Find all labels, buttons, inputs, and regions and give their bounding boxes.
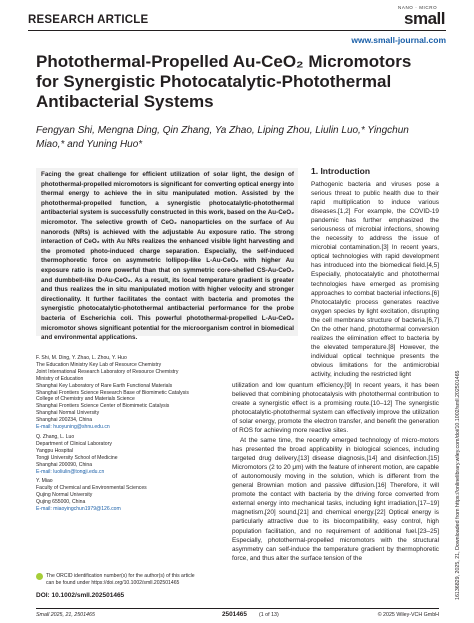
email-link[interactable]: E-mail: huoyuning@shnu.edu.cn [36,424,110,431]
affiliation-line: Yangpu Hospital [36,447,74,454]
intro-column [311,180,439,379]
intro-continued [232,381,439,563]
orcid-icon[interactable] [36,573,43,580]
journal-logo[interactable]: small [404,9,445,28]
affiliation-line: Joint International Research Laboratory of Resource Chemistry [36,368,179,375]
author-list: Fengyan Shi, Mengna Ding, Qin Zhang, Ya Zhao, Liping Zhou, Liulin Luo,* Yingchun Miao,* and Yuning Huo* [36,125,409,150]
journal-url-link[interactable]: www.small-journal.com [351,35,446,45]
download-side-label: 16136829, 2025, 21, Downloaded from https://onlinelibrary.wiley.com/doi/10.1002/smll.202501465 [455,370,461,600]
affiliation-line: Shanghai Frontiers Science Center of Biomimetic Catalysis [36,403,170,410]
footer-article-number: 2501465 [222,611,247,618]
affiliation-line: Shanghai 200090, China [36,461,93,468]
orcid-link[interactable]: can be found under https://doi.org/10.1002/smll.202501465 [46,579,180,586]
intro-paragraph: Pathogenic bacteria and viruses pose a serious threat to public health due to their rapid multiplication to induce various diseases.[1,2] For example, the COVID-19 pandemic has further emphasized the seriousness of microbial infections, showing the necessity to address the issue of microbial contamination.[3] In recent years, optical technologies with rapid development has introduced into the biomedical field.[4,5] Especially, photocatalytic and photothermal technologies have emerged as promising approaches to combat bacterial infections.[6] Photocatalytic process generates reactive oxygen species by light excitation, disrupting the cell membrane structure of bacteria.[6,7] On the other hand, photothermal conversion realizes the elimination effect to bacteria by the elevated temperature.[8] However, the individual optical technique presents the obvious limitations for the antimicrobial activity, including the restricted light [311,181,439,378]
affiliation-line: The Education Ministry Key Lab of Resource Chemistry [36,361,162,368]
affiliation-line: Y. Miao [36,478,53,485]
affiliation-line: Department of Clinical Laboratory [36,440,112,447]
footer-rule [36,608,439,609]
affiliation-line: Ministry of Education [36,375,84,382]
article-title: Photothermal-Propelled Au-CeO₂ Micromotors for Synergistic Photocatalytic-Photothermal Antibacterial Systems [36,52,412,111]
affiliation-line: Shanghai Normal University [36,410,100,417]
intro-paragraph: At the same time, the recently emerged technology of micro-motors has presented the broad applicability in biological sciences, including targeted drug delivery,[13] disease diagnosis,[14] and disinfection.[15] Micromotors (2 to 20 μm) with the feature of inherent motion, are capable of autonomously moving in the solution, which is different from the general Brownian motion and passive diffusion.[16] Therefore, it will promote the contact with bacteria by the driving force converted from external energy into mechanical tasks, including light irradiation,[17–19] magnetism,[20] sound,[21] and chemical energy.[22] Optical energy is particularly attractive due to its biocompatibility, easy control, high population facilitation, and no requirement of additional fuel.[23–25] Especially, photothermal-propelled micromotors with the structural asymmetry can self-induce the temperature gradient by thermophoretic force, and thus alter the surface tension of the [232,436,439,562]
footer-copyright: © 2025 Wiley-VCH GmbH [377,612,439,618]
affiliation-line: Qujing 655000, China [36,499,86,506]
email-link[interactable]: E-mail: luoliulin@tongji.edu.cn [36,468,105,475]
footer-page-count: (1 of 13) [259,612,279,618]
affiliation-line: Shanghai Frontiers Science Research Base of Biomimetic Catalysis [36,389,189,396]
abstract-text: Facing the great challenge for efficient utilization of solar light, the design of photothermal-propelled micromotors is significant for converting optical energy into thermal energy to achieve the in situ manipulated motion. Assisted by the photothermal-propelled function, a synergistic photocatalytic-photothermal antibacterial system is successfully constructed in this work, based on the Au-CeO₂ micromotor. The selective growth of CeO₂ nanoparticles on the surface of Au nanorods (NRs) is achieved with the adjustable Au exposure ratio. The strong interaction of CeO₂ with Au NRs realizes the enhanced visible light harvesting and the promoted photo-induced charge separation. Especially, the self-induced thermophoretic force on asymmetric lollipop-like L-Au-CeO₂ with higher Au exposure ratio is more powerful than that on symmetric core-shelled CS-Au-CeO₂ and dumbbell-like D-Au-CeO₂. As a result, its local temperature gradient is greater and thus realizes the in situ manipulated motion with higher velocity and stronger directionality. It further facilitates the contact with bacteria and promotes the synergistic photocatalytic-photothermal antibacterial performance for the probe bacteria of Escherichia coli. This powerful photothermal-propelled L-Au-CeO₂ micromotor shows significant potential for the microorganism control in biomedical and environmental applications. [41,171,294,342]
doi-link[interactable]: DOI: 10.1002/smll.202501465 [36,592,125,599]
footer-citation: Small 2025, 21, 2501465 [36,612,95,618]
affiliation-line: Q. Zhang, L. Luo [36,433,75,440]
affiliation-line: Shanghai 200234, China [36,417,93,424]
affiliation-line: College of Chemistry and Materials Science [36,396,135,403]
article-type-label: RESEARCH ARTICLE [28,14,149,26]
affiliation-line: Shanghai Key Laboratory of Rare Earth Functional Materials [36,382,173,389]
orcid-line: The ORCID identification number(s) for the author(s) of this article [46,573,195,579]
intro-paragraph: utilization and low quantum efficiency.[9] In recent years, it has been believed that combining photocatalysis with photothermal contribution to create a synergistic effect is a promising route.[10–12] The synergistic photocatalytic-photothermal system can effectively improve the utilization of solar energy, promote the electron transfer, and benefit the generation of ROS for achieving more reactive sites. [232,382,439,435]
affiliation-line: Qujing Normal University [36,492,93,499]
journal-logo-tagline: NANO · MICRO [398,5,438,10]
affiliation-line: Tongji University School of Medicine [36,454,118,461]
affiliation-line: F. Shi, M. Ding, Y. Zhao, L. Zhou, Y. Huo [36,355,127,361]
section-heading: 1. Introduction [311,166,371,176]
affiliation-line: Faculty of Chemical and Environmental Sciences [36,485,147,492]
orcid-note [36,573,298,587]
header-rule [28,30,446,31]
email-link[interactable]: E-mail: miaoyingchun1979@126.com [36,506,121,513]
